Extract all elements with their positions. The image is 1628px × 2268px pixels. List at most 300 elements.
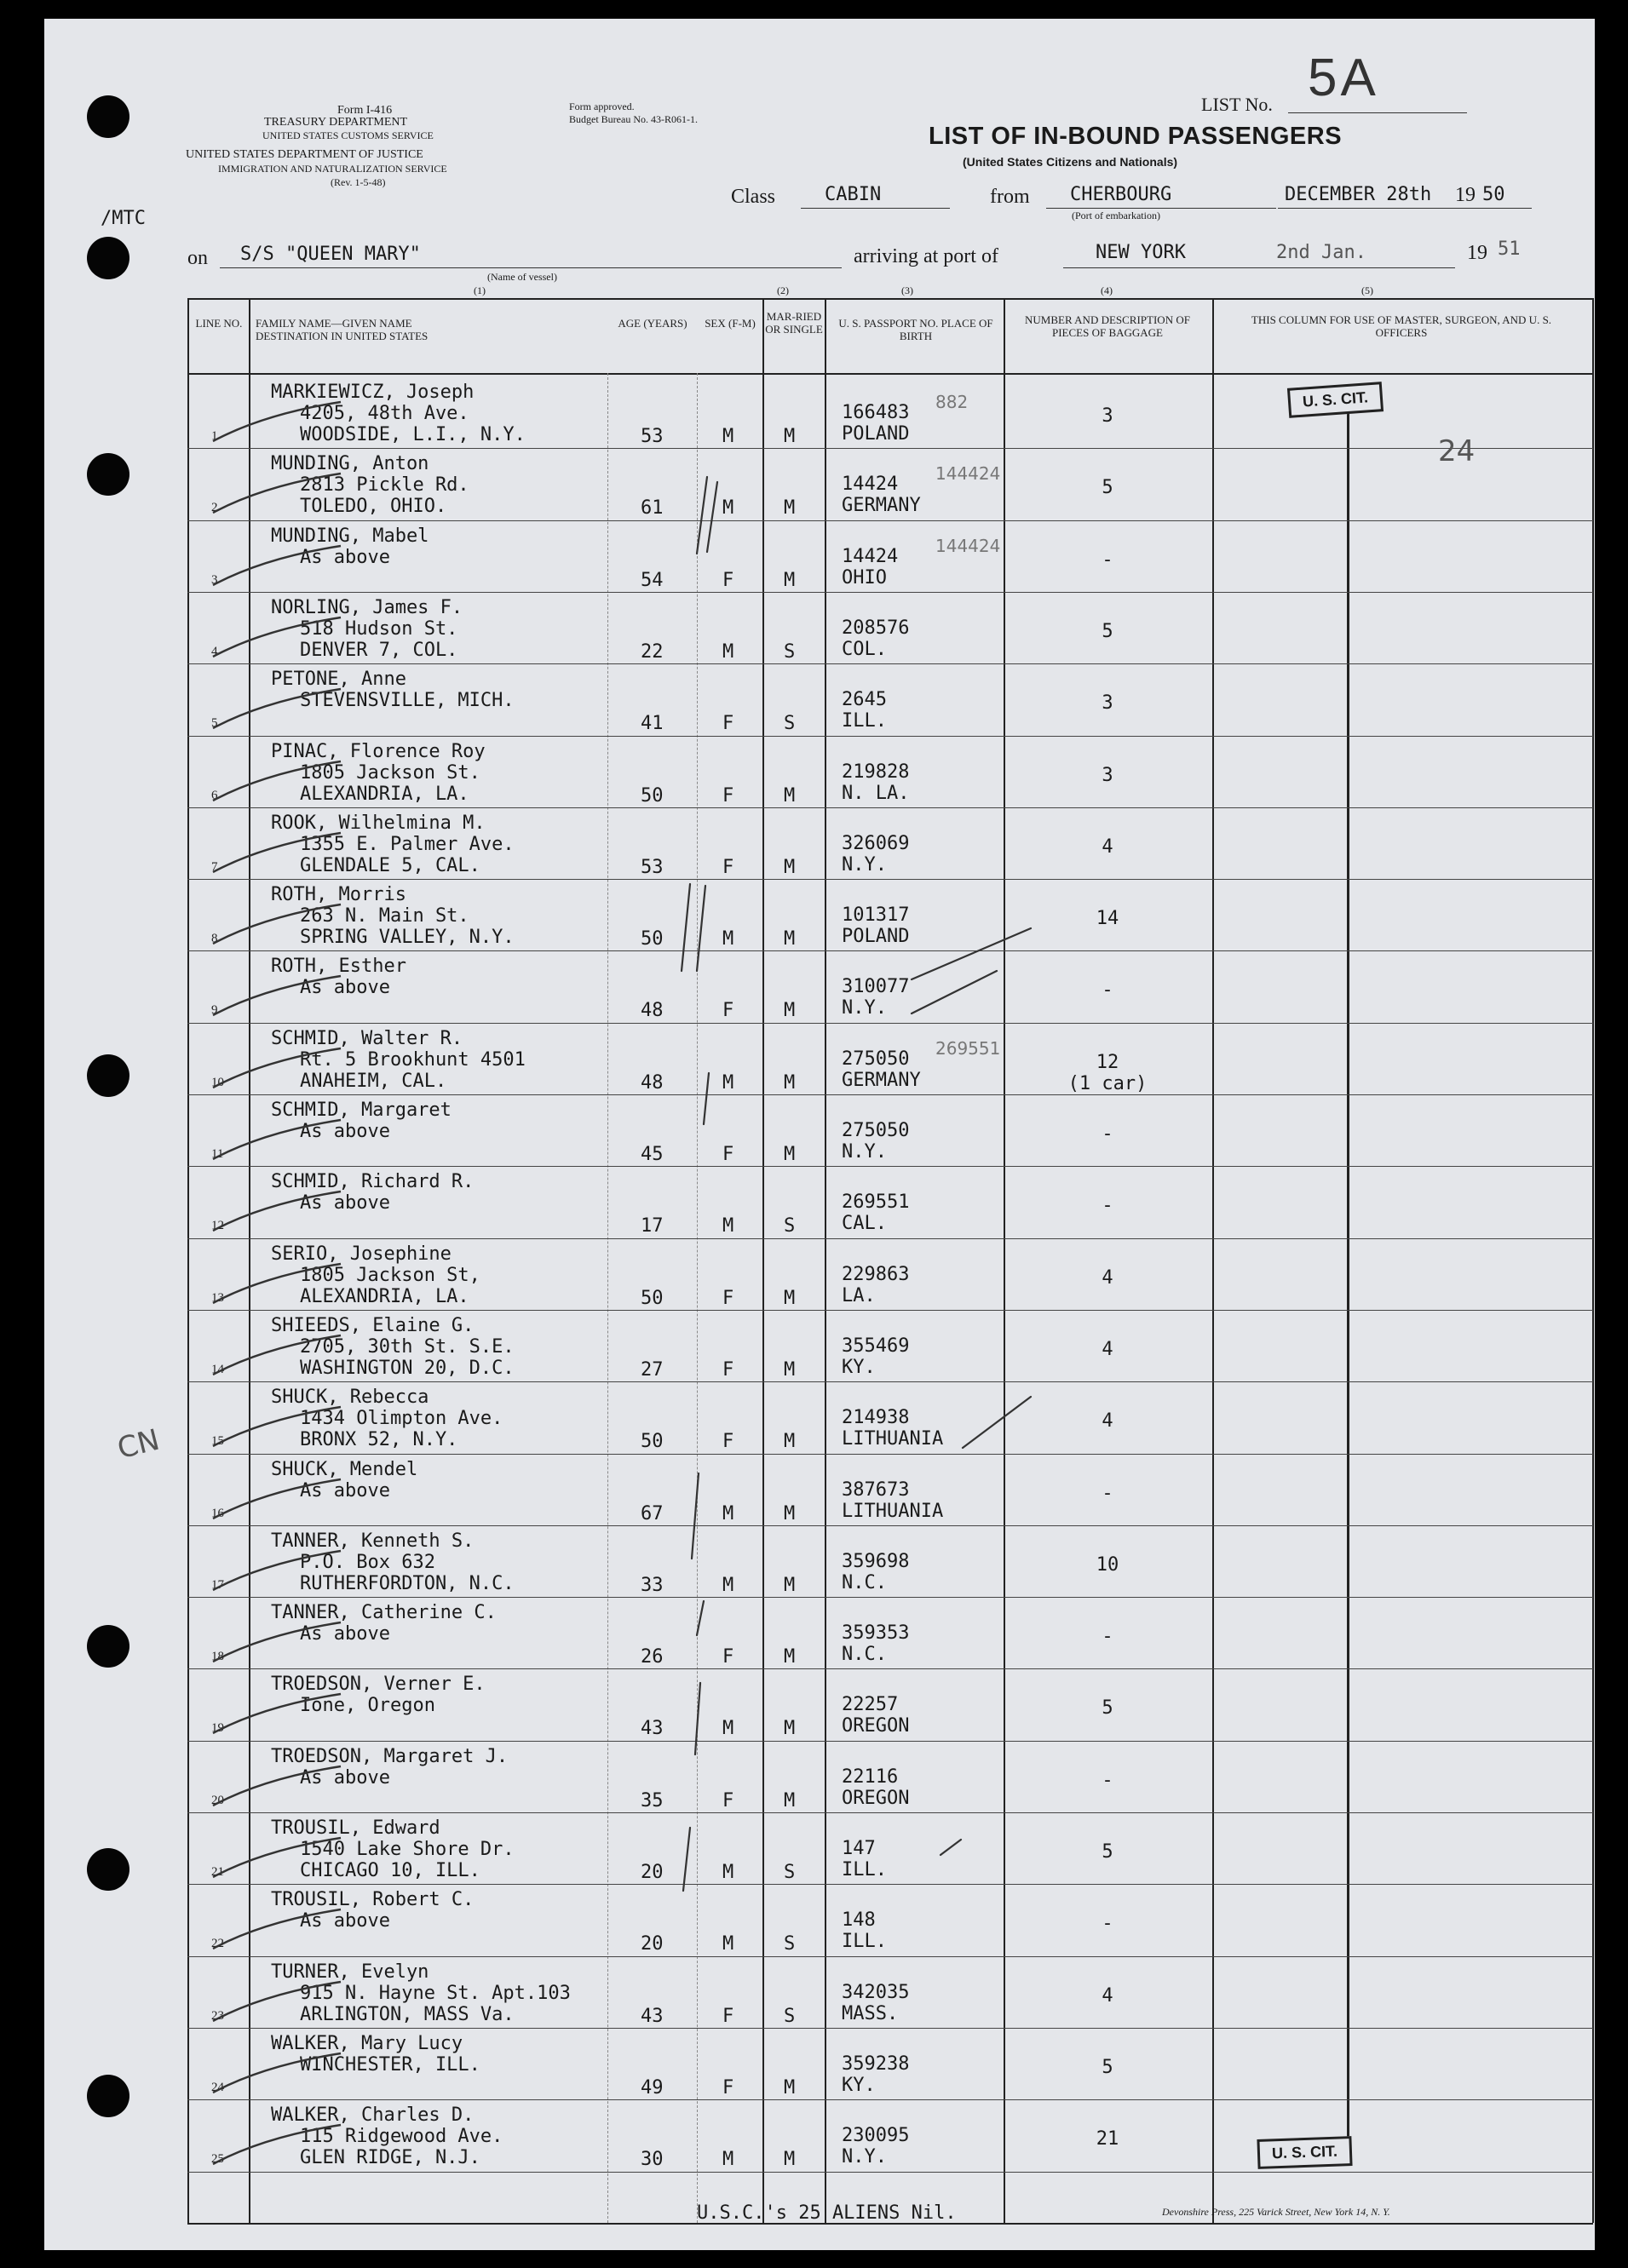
check-mark: [204, 684, 358, 735]
marital-status: S: [784, 1862, 796, 1883]
line-number: 3: [211, 572, 218, 587]
check-mark: [204, 1330, 358, 1381]
passport-birthplace: [842, 2125, 909, 2168]
passport-number: 22116: [842, 1766, 899, 1788]
baggage: 21: [1096, 2128, 1119, 2150]
us-citizen-stamp: U. S. CIT.: [1287, 382, 1384, 418]
port-of-embarkation: CHERBOURG: [1070, 184, 1172, 205]
check-mark-stroke: [213, 1048, 341, 1088]
check-mark: [204, 1186, 358, 1237]
age: 22: [641, 640, 664, 663]
baggage: 5: [1102, 477, 1113, 499]
arrival-port: NEW YORK: [1096, 242, 1186, 263]
address-line-2: As above: [300, 1766, 390, 1789]
marital-status: M: [784, 2149, 796, 2171]
place-of-birth: KY.: [842, 1356, 876, 1378]
col-num: (2): [777, 284, 789, 296]
sex: M: [722, 1502, 734, 1524]
line-number: 16: [211, 1506, 224, 1520]
address-line-2: WASHINGTON 20, D.C.: [300, 1357, 515, 1379]
passport-number: 166483: [842, 402, 910, 423]
treasury-dept: TREASURY DEPARTMENT: [264, 116, 408, 129]
line-number: 8: [211, 932, 218, 946]
baggage: -: [1102, 1482, 1113, 1504]
check-mark-stroke: [213, 2053, 341, 2093]
line-number: 25: [211, 2152, 224, 2167]
address-line-2: ALEXANDRIA, LA.: [300, 1285, 469, 1307]
line-number: 6: [211, 788, 218, 802]
place-of-birth: ILL.: [842, 710, 887, 732]
address-line-2: ANAHEIM, CAL.: [300, 1070, 447, 1092]
header-bottom-border: [187, 373, 1593, 375]
passenger-name: TURNER, Evelyn: [271, 1961, 429, 1983]
age: 67: [641, 1502, 664, 1524]
passenger-name: SCHMID, Margaret: [271, 1100, 452, 1121]
vessel-note: (Name of vessel): [487, 271, 557, 283]
list-no-label: LIST No.: [1201, 94, 1273, 115]
baggage: 5: [1102, 2056, 1113, 2078]
passenger-name: TROUSIL, Edward: [271, 1817, 440, 1839]
passport-number: 275050: [842, 1120, 910, 1141]
baggage: 4: [1102, 1410, 1113, 1433]
col-header-married: MAR-RIED OR SINGLE: [765, 310, 823, 336]
passport-number: 310077: [842, 976, 910, 998]
form-approved: Form approved.: [569, 100, 635, 112]
list-no-field: [1288, 112, 1467, 113]
baggage: -: [1102, 1913, 1113, 1935]
marital-status: M: [784, 426, 796, 447]
sex: M: [722, 1862, 734, 1883]
passport-birthplace: [842, 1264, 909, 1306]
sex: F: [722, 1646, 734, 1668]
passport-number: 387673: [842, 1479, 910, 1501]
baggage: -: [1102, 1626, 1113, 1648]
check-mark: [204, 1043, 358, 1094]
check-mark: [204, 1259, 358, 1310]
page-title: LIST OF IN-BOUND PASSENGERS: [929, 123, 1343, 150]
baggage: 10: [1096, 1553, 1119, 1576]
address-line-2: CHICAGO 10, ILL.: [300, 1860, 480, 1881]
baggage: 5: [1102, 1697, 1113, 1720]
passport-number: 148: [842, 1909, 876, 1932]
line-number: 20: [211, 1793, 224, 1807]
address-line-1: As above: [300, 1623, 390, 1645]
pencil-note: 24: [1438, 434, 1476, 468]
passenger-name: TANNER, Catherine C.: [271, 1602, 497, 1624]
age: 54: [641, 569, 664, 591]
marital-status: M: [784, 1646, 796, 1668]
address-line-1: 2813 Pickle Rd.: [300, 474, 469, 497]
marital-status: S: [784, 713, 796, 735]
place-of-birth: KY.: [842, 2074, 876, 2096]
passenger-name: SERIO, Josephine: [271, 1243, 452, 1265]
baggage: -: [1102, 1769, 1113, 1791]
address-line-1: 1355 E. Palmer Ave.: [300, 833, 515, 855]
place-of-birth: GERMANY: [842, 1069, 921, 1091]
arrival-field: [1063, 267, 1455, 268]
check-mark-stroke: [213, 904, 341, 944]
sex: F: [722, 1358, 734, 1381]
passenger-name: PINAC, Florence Roy: [271, 740, 486, 762]
marital-status: M: [784, 1718, 796, 1740]
line-number: 7: [211, 859, 218, 874]
passenger-name: ROTH, Morris: [271, 884, 406, 906]
sex: F: [722, 713, 734, 735]
address-line-1: 1805 Jackson St.: [300, 761, 480, 784]
place-of-birth: LITHUANIA: [842, 1428, 944, 1450]
check-mark-stroke: [213, 1694, 341, 1733]
marital-status: M: [784, 1000, 796, 1022]
check-mark: [204, 971, 358, 1022]
age: 50: [641, 784, 664, 807]
departure-year-prefix: 19: [1455, 184, 1476, 206]
passport-birthplace: [842, 1479, 943, 1522]
printer-imprint: Devonshire Press, 225 Varick Street, New York 14, N. Y.: [1162, 2206, 1390, 2218]
col-header-sex: SEX (F-M): [705, 317, 756, 330]
baggage: 4: [1102, 1338, 1113, 1360]
place-of-birth: COL.: [842, 638, 887, 660]
passport-birthplace: [842, 689, 887, 732]
passenger-name: SHIEEDS, Elaine G.: [271, 1314, 475, 1336]
line-number: 12: [211, 1219, 224, 1233]
col-num: (5): [1361, 284, 1373, 296]
passport-number: 208576: [842, 617, 910, 639]
check-mark: [204, 1546, 358, 1597]
passport-birthplace: [842, 761, 909, 804]
baggage: 5: [1102, 1841, 1113, 1863]
age: 50: [641, 928, 664, 950]
pencil-note: CN: [113, 1422, 164, 1467]
line-number: 23: [211, 2008, 224, 2023]
passport-birthplace: [842, 1694, 909, 1737]
passport-birthplace: [842, 1120, 909, 1163]
sex: F: [722, 1000, 734, 1022]
passport-birthplace: [842, 2053, 909, 2096]
check-mark-stroke: [213, 402, 341, 441]
marital-status: S: [784, 2005, 796, 2027]
passenger-name: MUNDING, Anton: [271, 453, 429, 475]
arrival-year: 51: [1498, 238, 1521, 260]
col-num: (3): [901, 284, 913, 296]
passport-number: 214938: [842, 1407, 910, 1429]
passenger-name: WALKER, Charles D.: [271, 2104, 475, 2127]
passport-number: 359353: [842, 1622, 910, 1645]
passport-birthplace: [842, 904, 909, 947]
address-line-2: DENVER 7, COL.: [300, 639, 458, 661]
address-line-1: 263 N. Main St.: [300, 905, 469, 927]
address-line-1: 2705, 30th St. S.E.: [300, 1335, 515, 1358]
age: 48: [641, 1000, 664, 1022]
age: 48: [641, 1071, 664, 1094]
check-mark-stroke: [213, 1191, 341, 1231]
check-mark-stroke: [213, 689, 341, 728]
check-mark-stroke: [213, 474, 341, 513]
passenger-name: MARKIEWICZ, Joseph: [271, 382, 475, 403]
col-header-officers: THIS COLUMN FOR USE OF MASTER, SURGEON, AND U. S. OFFICERS: [1251, 313, 1552, 339]
passenger-name: MUNDING, Mabel: [271, 525, 429, 547]
age: 41: [641, 713, 664, 735]
age: 53: [641, 856, 664, 878]
marital-status: M: [784, 784, 796, 807]
list-number: 5A: [1308, 49, 1379, 107]
check-mark-stroke: [213, 1407, 341, 1446]
marital-status: M: [784, 928, 796, 950]
check-mark-stroke: [213, 1982, 341, 2021]
marital-status: M: [784, 497, 796, 520]
passenger-name: SCHMID, Richard R.: [271, 1171, 475, 1193]
on-label: on: [187, 247, 208, 269]
address-line-2: GLENDALE 5, CAL.: [300, 854, 480, 876]
baggage: 3: [1102, 405, 1113, 427]
address-line-1: 915 N. Hayne St. Apt.103: [300, 1982, 571, 2004]
check-mark: [204, 1904, 358, 1955]
baggage: 12 (1 car): [1067, 1051, 1148, 1094]
passport-birthplace: [842, 1766, 909, 1809]
age: 20: [641, 1933, 664, 1955]
sex: M: [722, 497, 734, 520]
sex: F: [722, 1144, 734, 1165]
sex: F: [722, 1431, 734, 1453]
place-of-birth: POLAND: [842, 423, 910, 445]
line-number: 2: [211, 501, 218, 515]
age: 33: [641, 1574, 664, 1596]
sex: F: [722, 856, 734, 878]
sex: M: [722, 1071, 734, 1094]
place-of-birth: LA.: [842, 1284, 876, 1306]
passenger-name: TROUSIL, Robert C.: [271, 1889, 475, 1911]
passport-number: 230095: [842, 2125, 910, 2147]
check-mark-stroke: [213, 1335, 341, 1375]
place-of-birth: ILL.: [842, 1931, 887, 1953]
col-num: (1): [474, 284, 486, 296]
sex: M: [722, 2149, 734, 2171]
address-line-1: P.O. Box 632: [300, 1551, 435, 1573]
from-field: [1046, 208, 1276, 209]
line-number: 18: [211, 1650, 224, 1664]
address-line-2: Ione, Oregon: [300, 1695, 435, 1717]
line-number: 15: [211, 1434, 224, 1449]
marital-status: M: [784, 1358, 796, 1381]
passport-birthplace: [842, 833, 909, 876]
col-header-baggage: NUMBER AND DESCRIPTION OF PIECES OF BAGGAGE: [1025, 313, 1190, 339]
check-mark-stroke: [213, 761, 341, 801]
check-mark-stroke: [213, 1622, 341, 1662]
mtc-note: /MTC: [101, 208, 146, 229]
check-mark: [204, 2048, 358, 2099]
summary-line: U.S.C.'s 25 ALIENS Nil.: [697, 2202, 957, 2224]
age: 45: [641, 1144, 664, 1165]
baggage: 3: [1102, 692, 1113, 715]
place-of-birth: OREGON: [842, 1715, 910, 1737]
passport-birthplace: [842, 1048, 921, 1091]
check-mark-stroke: [213, 2125, 341, 2164]
address-line-2: ALEXANDRIA, LA.: [300, 783, 469, 805]
age: 50: [641, 1287, 664, 1309]
age: 26: [641, 1646, 664, 1668]
passport-number: 147: [842, 1838, 876, 1859]
passport-correction: 269551: [935, 1037, 1001, 1059]
place-of-birth: OREGON: [842, 1787, 910, 1809]
passport-correction: 144424: [935, 535, 1001, 556]
check-mark-stroke: [213, 1909, 341, 1949]
arrival-year-prefix: 19: [1467, 242, 1487, 264]
age: 43: [641, 2005, 664, 2027]
customs-service: UNITED STATES CUSTOMS SERVICE: [262, 129, 434, 141]
line-number: 24: [211, 2080, 224, 2094]
place-of-birth: CAL.: [842, 1213, 887, 1235]
passenger-name: TANNER, Kenneth S.: [271, 1530, 475, 1552]
check-mark-stroke: [213, 1766, 341, 1806]
line-number: 9: [211, 1003, 218, 1018]
passport-number: 269551: [842, 1191, 910, 1214]
check-mark-stroke: [213, 1479, 341, 1519]
revision: (Rev. 1-5-48): [331, 176, 386, 188]
place-of-birth: N.C.: [842, 1644, 887, 1666]
passport-number: 14424: [842, 474, 899, 496]
address-line-1: As above: [300, 1192, 390, 1214]
passport-birthplace: [842, 402, 909, 445]
date-field: [1278, 208, 1532, 209]
address-line-1: 1434 Olimpton Ave.: [300, 1408, 503, 1430]
passport-birthplace: [842, 617, 909, 660]
punch-hole: [87, 95, 129, 138]
baggage: -: [1102, 1123, 1113, 1145]
table-top-border: [187, 298, 1593, 300]
passport-number: 275050: [842, 1048, 910, 1070]
line-number: 21: [211, 1865, 224, 1879]
check-mark: [204, 1761, 358, 1812]
baggage: 4: [1102, 835, 1113, 858]
line-number: 19: [211, 1721, 224, 1736]
us-citizen-stamp: U. S. CIT.: [1257, 2136, 1352, 2169]
address-line-1: 518 Hudson St.: [300, 617, 458, 640]
marital-status: M: [784, 2076, 796, 2099]
age: 50: [641, 1431, 664, 1453]
marital-status: M: [784, 569, 796, 591]
passport-birthplace: [842, 1909, 887, 1952]
sex: F: [722, 1789, 734, 1812]
address-line-1: Rt. 5 Brookhunt 4501: [300, 1048, 526, 1071]
class-value: CABIN: [825, 184, 882, 205]
baggage: 4: [1102, 1266, 1113, 1289]
address-line-2: WINCHESTER, ILL.: [300, 2053, 480, 2076]
passport-birthplace: [842, 1838, 887, 1880]
passport-birthplace: [842, 546, 898, 589]
sex: F: [722, 1287, 734, 1309]
place-of-birth: N.Y.: [842, 2146, 887, 2168]
address-line-2: SPRING VALLEY, N.Y.: [300, 927, 515, 949]
passenger-name: TROEDSON, Verner E.: [271, 1674, 486, 1696]
passport-correction: 144424: [935, 463, 1001, 485]
line-number: 17: [211, 1577, 224, 1592]
marital-status: M: [784, 1071, 796, 1094]
marital-status: S: [784, 640, 796, 663]
passenger-name: SHUCK, Rebecca: [271, 1387, 429, 1409]
baggage: -: [1102, 1195, 1113, 1217]
passport-birthplace: [842, 1335, 909, 1378]
departure-date: DECEMBER 28th: [1285, 184, 1432, 205]
passenger-name: NORLING, James F.: [271, 596, 463, 618]
check-mark-stroke: [213, 1264, 341, 1303]
passenger-name: SCHMID, Walter R.: [271, 1027, 463, 1049]
passenger-name: SHUCK, Mendel: [271, 1458, 418, 1480]
passport-number: 342035: [842, 1981, 910, 2003]
check-mark-stroke: [213, 617, 341, 657]
address-line-1: 1805 Jackson St,: [300, 1264, 480, 1286]
address-line-1: 115 Ridgewood Ave.: [300, 2126, 503, 2148]
class-label: Class: [731, 186, 776, 208]
address-line-2: STEVENSVILLE, MICH.: [300, 690, 515, 712]
sex: F: [722, 2076, 734, 2099]
address-line-2: WOODSIDE, L.I., N.Y.: [300, 424, 526, 445]
check-mark-stroke: [213, 976, 341, 1015]
baggage: 4: [1102, 1984, 1113, 2007]
place-of-birth: N.Y.: [842, 1141, 887, 1163]
departure-year: 50: [1482, 184, 1505, 205]
check-mark-stroke: [213, 546, 341, 585]
passport-birthplace: [842, 976, 909, 1019]
address-line-1: As above: [300, 1910, 390, 1932]
marital-status: M: [784, 1431, 796, 1453]
marital-status: M: [784, 1789, 796, 1812]
check-mark: [204, 541, 358, 592]
check-mark: [204, 1402, 358, 1453]
passport-number: 326069: [842, 832, 910, 854]
passport-number: 101317: [842, 904, 910, 927]
age: 49: [641, 2076, 664, 2099]
col-header-name: FAMILY NAME—GIVEN NAME DESTINATION IN UNITED STATES: [256, 317, 429, 342]
place-of-birth: GERMANY: [842, 495, 921, 517]
sex: M: [722, 426, 734, 447]
marital-status: M: [784, 1144, 796, 1165]
budget-bureau: Budget Bureau No. 43-R061-1.: [569, 113, 698, 125]
marital-status: S: [784, 1215, 796, 1237]
address-line-2: ARLINGTON, MASS Va.: [300, 2003, 515, 2025]
punch-hole: [87, 237, 129, 279]
passenger-name: ROOK, Wilhelmina M.: [271, 812, 486, 834]
address-line-1: 4205, 48th Ave.: [300, 403, 469, 424]
check-mark: [204, 1617, 358, 1668]
address-line-2: TOLEDO, OHIO.: [300, 496, 447, 518]
place-of-birth: ILL.: [842, 1859, 887, 1880]
place-of-birth: MASS.: [842, 2002, 899, 2024]
address-line-1: 1540 Lake Shore Dr.: [300, 1839, 515, 1860]
baggage: 14: [1096, 908, 1119, 930]
place-of-birth: N. LA.: [842, 782, 910, 804]
passenger-name: ROTH, Esther: [271, 956, 406, 978]
passport-birthplace: [842, 1622, 909, 1665]
address-line-1: As above: [300, 1121, 390, 1142]
passport-number: 355469: [842, 1335, 910, 1357]
passport-number: 359238: [842, 2053, 910, 2075]
place-of-birth: OHIO: [842, 566, 887, 589]
check-mark-stroke: [213, 833, 341, 872]
baggage: -: [1102, 979, 1113, 1002]
check-mark: [204, 828, 358, 879]
marital-status: M: [784, 1574, 796, 1596]
passenger-name: TROEDSON, Margaret J.: [271, 1745, 509, 1767]
passport-birthplace: [842, 1407, 943, 1450]
line-number: 22: [211, 1937, 224, 1951]
passport-number: 219828: [842, 761, 910, 783]
passport-birthplace: [842, 1551, 909, 1593]
address-line-1: As above: [300, 1479, 390, 1501]
passport-correction: 882: [935, 392, 969, 412]
line-number: 11: [211, 1147, 224, 1161]
age: 53: [641, 426, 664, 447]
passport-birthplace: [842, 1982, 909, 2024]
form-number: Form I-416: [337, 104, 393, 117]
